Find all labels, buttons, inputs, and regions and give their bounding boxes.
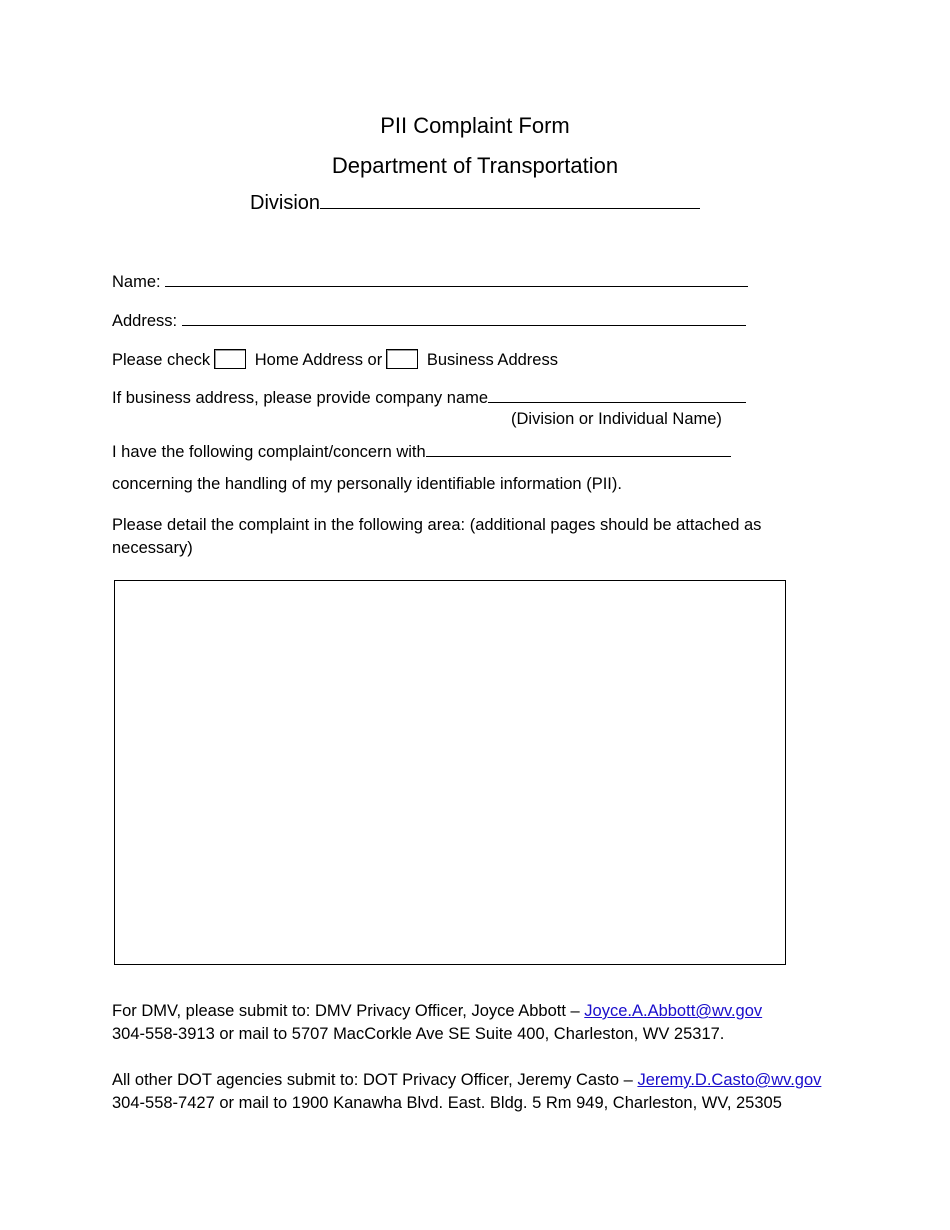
company-name-field[interactable] (488, 388, 746, 403)
business-address-label: Business Address (426, 351, 558, 369)
dmv-contact-text: 304-558-3913 or mail to 5707 MacCorkle Ave SE Suite 400, Charleston, WV 25317. (112, 1025, 725, 1043)
dot-email-link[interactable]: Jeremy.D.Casto@wv.gov (637, 1071, 822, 1089)
company-name-row (112, 388, 746, 408)
complaint-detail-box[interactable] (114, 580, 786, 965)
complaint-with-label: I have the following complaint/concern with (112, 443, 426, 461)
address-label: Address: (112, 312, 178, 330)
dmv-email-link[interactable]: Joyce.A.Abbott@wv.gov (584, 1002, 763, 1020)
department-title: Department of Transportation (331, 153, 619, 178)
division-field[interactable] (320, 194, 700, 209)
division-row (250, 192, 700, 215)
dmv-submit-text: For DMV, please submit to: DMV Privacy Officer, Joyce Abbott – (112, 1002, 580, 1020)
complaint-with-field[interactable] (426, 442, 731, 457)
dot-submit-text: All other DOT agencies submit to: DOT Privacy Officer, Jeremy Casto – (112, 1071, 633, 1089)
form-title: PII Complaint Form (380, 113, 570, 138)
detail-instructions-line2: necessary) (112, 539, 193, 557)
address-type-row (112, 349, 558, 370)
check-prefix-label: Please check (112, 351, 211, 369)
name-row (112, 272, 748, 292)
dot-submit-block (112, 1069, 821, 1115)
detail-instructions-line1: Please detail the complaint in the following area: (additional pages should be attached as (112, 516, 762, 534)
name-field[interactable] (165, 272, 748, 287)
dmv-submit-block (112, 1000, 762, 1046)
company-name-hint: (Division or Individual Name) (511, 410, 722, 428)
name-label: Name: (112, 273, 161, 291)
home-address-checkbox[interactable] (214, 349, 246, 369)
home-address-label: Home Address or (254, 351, 383, 369)
company-name-label: If business address, please provide company name (112, 389, 489, 407)
dot-contact-text: 304-558-7427 or mail to 1900 Kanawha Blvd. East. Bldg. 5 Rm 949, Charleston, WV, 25305 (112, 1094, 782, 1112)
division-label: Division (250, 192, 321, 214)
concerning-text: concerning the handling of my personally identifiable information (PII). (112, 475, 622, 493)
business-address-checkbox[interactable] (386, 349, 418, 369)
address-row (112, 311, 746, 331)
address-field[interactable] (182, 311, 746, 326)
complaint-with-row (112, 442, 731, 462)
